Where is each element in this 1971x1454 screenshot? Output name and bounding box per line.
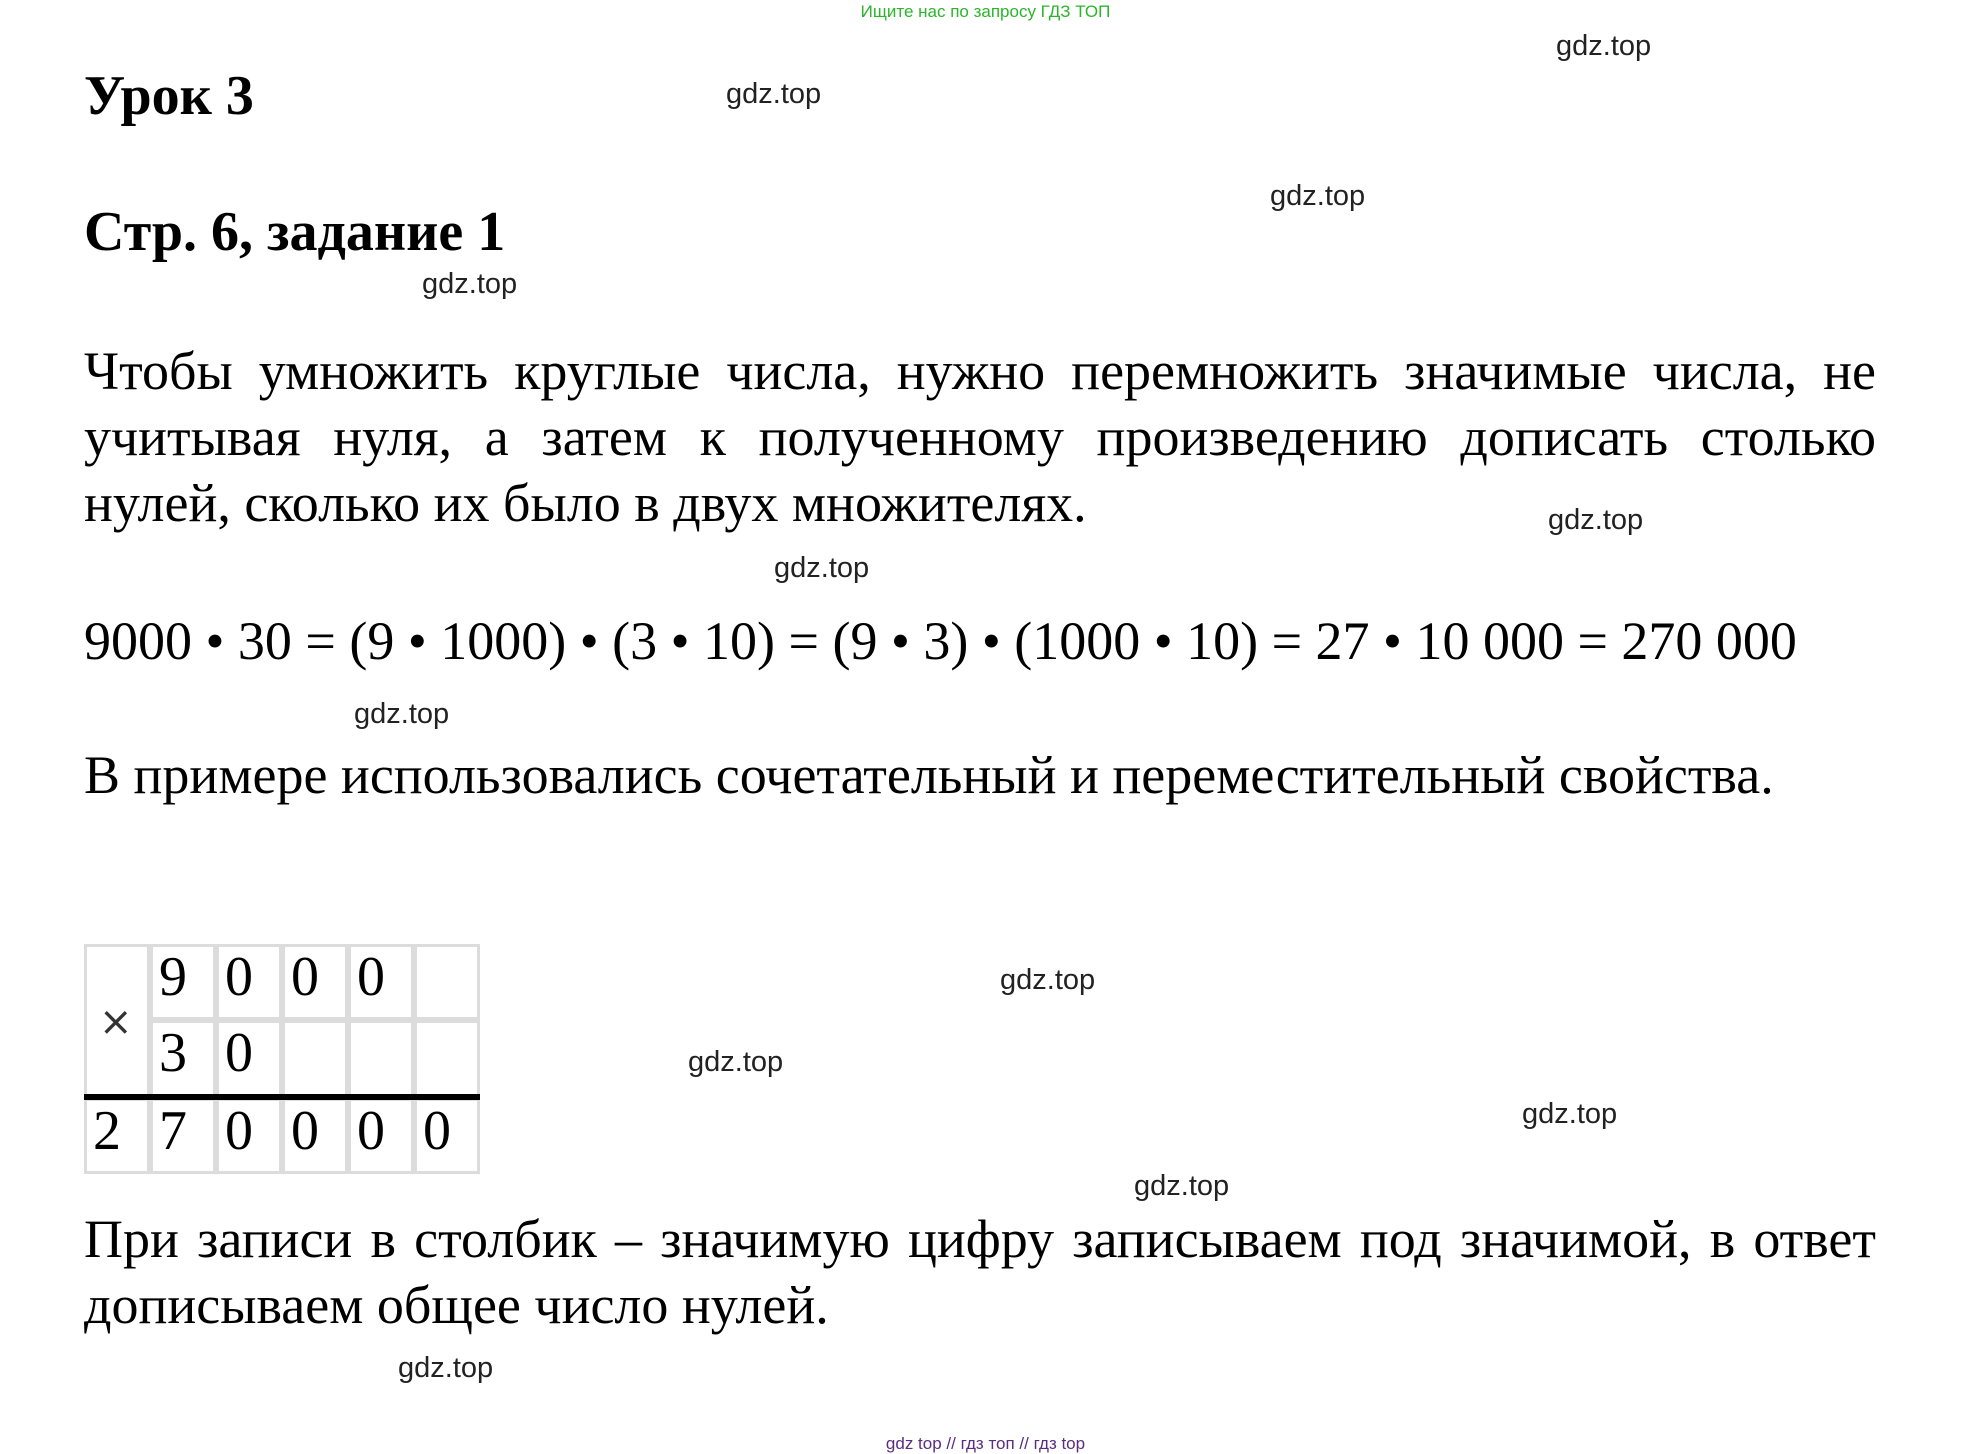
multiply-sign-cell	[84, 944, 150, 1098]
column-multiplication	[84, 944, 480, 1174]
result-digit: 0	[414, 1098, 480, 1174]
watermark: gdz.top	[1548, 504, 1644, 536]
watermark: gdz.top	[774, 552, 870, 584]
bottom-banner: gdz top // гдз топ // гдз top	[885, 1434, 1086, 1453]
row2-digit: 0	[216, 1020, 282, 1098]
row1-digit	[414, 944, 480, 1020]
watermark: gdz.top	[1134, 1170, 1230, 1202]
lesson-title: Урок 3	[84, 65, 254, 127]
equation-line: 9000 • 30 = (9 • 1000) • (3 • 10) = (9 • 3) • (1000 • 10) = 27 • 10 000 = 270 000	[84, 611, 1797, 671]
multiply-sign: ×	[99, 999, 133, 1045]
row1-digit: 0	[282, 944, 348, 1020]
watermark: gdz.top	[422, 268, 518, 300]
row1-digit: 0	[216, 944, 282, 1020]
result-digit: 0	[282, 1098, 348, 1174]
row2-digit: 3	[150, 1020, 216, 1098]
row2-digit	[348, 1020, 414, 1098]
result-digit: 0	[348, 1098, 414, 1174]
row2-digit	[414, 1020, 480, 1098]
watermark: gdz.top	[726, 78, 822, 110]
watermark: gdz.top	[354, 698, 450, 730]
result-digit: 2	[84, 1098, 150, 1174]
watermark: gdz.top	[1000, 964, 1096, 996]
column-rule-paragraph: При записи в столбик – значимую цифру записываем под значимой, в ответ дописываем общее число нулей.	[84, 1209, 1876, 1335]
watermark: gdz.top	[1556, 30, 1652, 62]
watermark: gdz.top	[1522, 1098, 1618, 1130]
rule-paragraph: Чтобы умножить круглые числа, нужно перемножить значимые числа, не учитывая нуля, а затем к полученному произведению дописать столько нулей, сколько их было в двух множителях.	[84, 341, 1876, 533]
task-heading: Стр. 6, задание 1	[84, 201, 506, 263]
result-digit: 0	[216, 1098, 282, 1174]
row1-digit: 9	[150, 944, 216, 1020]
row1-digit: 0	[348, 944, 414, 1020]
result-digit: 7	[150, 1098, 216, 1174]
result-underline	[84, 1094, 480, 1100]
top-banner: Ищите нас по запросу ГДЗ ТОП	[860, 2, 1111, 21]
watermark: gdz.top	[1270, 180, 1366, 212]
watermark: gdz.top	[688, 1046, 784, 1078]
row2-digit	[282, 1020, 348, 1098]
watermark: gdz.top	[398, 1352, 494, 1384]
properties-paragraph: В примере использовались сочетательный и переместительный свойства.	[84, 745, 1774, 805]
